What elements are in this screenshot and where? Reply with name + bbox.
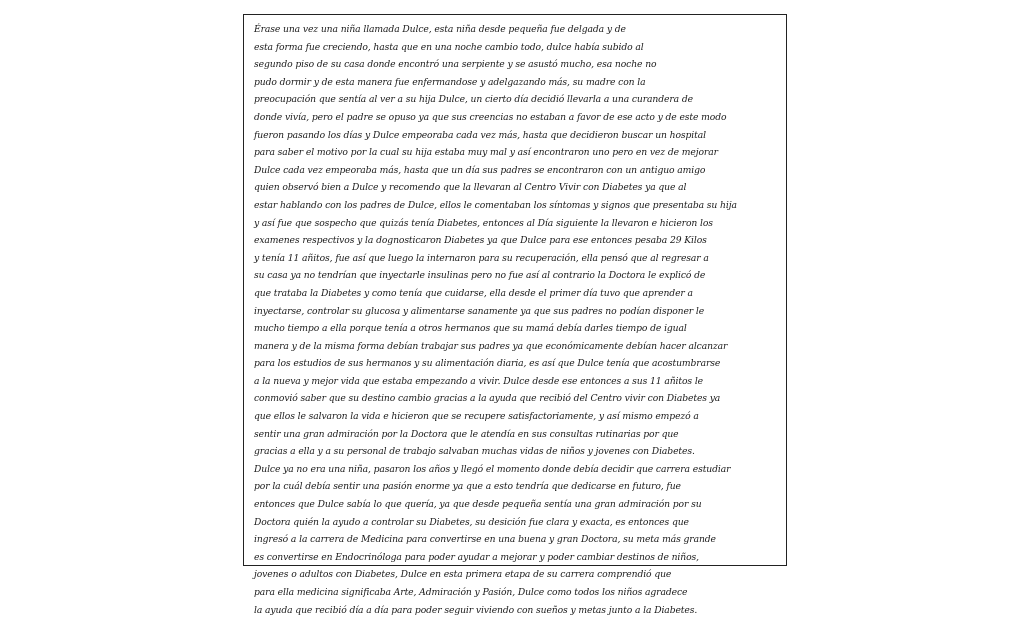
text-line: ingresó a la carrera de Medicina para convertirse en una buena y gran Doctora, su meta más grande — [254, 534, 716, 546]
text-line: preocupación que sentía al ver a su hija Dulce, un cierto día decidió llevarla a una curandera de — [254, 94, 693, 106]
text-line: mucho tiempo a ella porque tenía a otros hermanos que su mamá debía darles tiempo de igual — [254, 323, 687, 335]
text-line: entonces que Dulce sabía lo que quería, ya que desde pequeña sentía una gran admiración por su — [254, 499, 702, 511]
text-line: esta forma fue creciendo, hasta que en una noche cambio todo, dulce había subido al — [254, 41, 644, 53]
text-line: y así fue que sospecho que quizás tenía Diabetes, entonces al Día siguiente la llevaron e hicieron los — [254, 217, 713, 229]
text-line: jovenes o adultos con Diabetes, Dulce en esta primera etapa de su carrera comprendió que — [254, 569, 672, 581]
text-line: que trataba la Diabetes y como tenía que cuidarse, ella desde el primer día tuvo que aprender a — [254, 287, 693, 299]
text-line: Dulce cada vez empeoraba más, hasta que un día sus padres se encontraron con un antiguo amigo — [254, 164, 706, 176]
text-line: donde vivía, pero el padre se opuso ya que sus creencias no estaban a favor de ese acto y de este modo — [254, 111, 727, 123]
text-line: por la cuál debía sentir una pasión enorme ya que a esto tendría que dedicarse en futuro, fue — [254, 481, 681, 493]
text-line: su casa ya no tendrían que inyectarle insulinas pero no fue así al contrario la Doctora le explicó de — [254, 270, 706, 282]
text-line: para saber el motivo por la cual su hija estaba muy mal y así encontraron uno pero en vez de mejorar — [254, 147, 718, 159]
text-line: pudo dormir y de esta manera fue enfermandose y adelgazando más, su madre con la — [254, 76, 646, 88]
text-line: Doctora quién la ayudo a controlar su Diabetes, su desición fue clara y exacta, es entonces que — [254, 516, 689, 528]
text-line: Érase una vez una niña llamada Dulce, esta niña desde pequeña fue delgada y de — [254, 24, 626, 35]
text-line: fueron pasando los días y Dulce empeoraba cada vez más, hasta que decidieron buscar un hospital — [254, 129, 706, 141]
text-line: gracias a ella y a su personal de trabajo salvaban muchas vidas de niños y jovenes con Diabetes. — [254, 446, 695, 458]
text-line: estar hablando con los padres de Dulce, ellos le comentaban los síntomas y signos que presentaba su hija — [254, 199, 737, 211]
text-line: para ella medicina significaba Arte, Admiración y Pasión, Dulce como todos los niños agradece — [254, 587, 688, 598]
text-line: inyectarse, controlar su glucosa y alimentarse sanamente ya que sus padres no podían disponer le — [254, 305, 705, 317]
text-line: conmovió saber que su destino cambio gracias a la ayuda que recibió del Centro vivir con Diabetes ya — [254, 393, 721, 405]
text-line: la ayuda que recibió día a día para poder seguir viviendo con sueños y metas junto a la Diabetes. — [254, 604, 698, 616]
handwritten-page — [243, 14, 787, 616]
text-line: es convertirse en Endocrinóloga para poder ayudar a mejorar y poder cambiar destinos de niños, — [254, 551, 699, 563]
text-line: manera y de la misma forma debían trabajar sus padres ya que económicamente debían hacer alcanzar — [254, 340, 728, 352]
text-line: segundo piso de su casa donde encontró una serpiente y se asustó mucho, esa noche no — [254, 59, 657, 71]
text-line: para los estudios de sus hermanos y su alimentación diaria, es así que Dulce tenía que acostumbrarse — [254, 358, 721, 370]
text-line: sentir una gran admiración por la Doctora que le atendía en sus consultas rutinarias por que — [254, 428, 679, 440]
text-line: quien observó bien a Dulce y recomendo que la llevaran al Centro Vivir con Diabetes ya que al — [254, 182, 687, 194]
text-line: que ellos le salvaron la vida e hicieron que se recupere satisfactoriamente, y así mismo empezó a — [254, 411, 699, 423]
text-line: examenes respectivos y la dognosticaron Diabetes ya que Dulce para ese entonces pesaba 29 Kilos — [254, 235, 707, 247]
text-line: a la nueva y mejor vida que estaba empezando a vivir. Dulce desde ese entonces a sus 11 añitos le — [254, 375, 703, 387]
text-line: y tenía 11 añitos, fue así que luego la internaron para su recuperación, ella pensó que al regresar a — [254, 252, 709, 264]
handwritten-text — [254, 21, 780, 619]
text-line: Dulce ya no era una niña, pasaron los años y llegó el momento donde debía decidir que carrera estudiar — [254, 463, 731, 475]
